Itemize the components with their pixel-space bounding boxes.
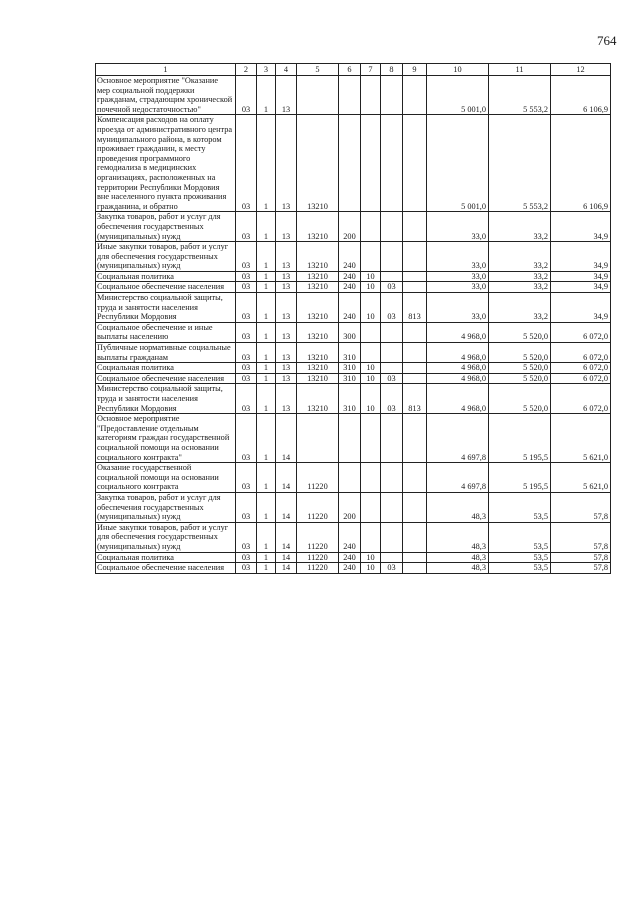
table-row bbox=[96, 343, 611, 363]
table-cell bbox=[297, 414, 339, 463]
table-cell: 1 bbox=[257, 463, 276, 493]
table-cell: 5 520,0 bbox=[489, 343, 551, 363]
table-cell: 310 bbox=[339, 343, 361, 363]
table-cell: 13 bbox=[276, 293, 297, 323]
table-cell: 1 bbox=[257, 343, 276, 363]
table-cell bbox=[361, 212, 381, 242]
table-row bbox=[96, 363, 611, 374]
table-cell: 1 bbox=[257, 522, 276, 552]
table-cell: 6 072,0 bbox=[551, 322, 611, 342]
table-cell: 4 968,0 bbox=[427, 363, 489, 374]
table-cell bbox=[297, 76, 339, 115]
table-cell: 57,8 bbox=[551, 563, 611, 574]
row-name-cell: Социальное обеспечение и иные выплаты населению bbox=[96, 322, 236, 342]
table-cell: 03 bbox=[236, 76, 257, 115]
table-cell: 03 bbox=[236, 271, 257, 282]
column-header: 8 bbox=[381, 64, 403, 76]
table-cell: 48,3 bbox=[427, 522, 489, 552]
table-cell: 1 bbox=[257, 271, 276, 282]
table-cell: 11220 bbox=[297, 522, 339, 552]
table-cell: 5 520,0 bbox=[489, 322, 551, 342]
table-cell: 03 bbox=[236, 115, 257, 212]
table-cell: 5 621,0 bbox=[551, 414, 611, 463]
table-header-row bbox=[96, 64, 611, 76]
table-cell bbox=[361, 343, 381, 363]
table-cell: 5 520,0 bbox=[489, 373, 551, 384]
table-cell bbox=[339, 115, 361, 212]
table-cell: 13 bbox=[276, 115, 297, 212]
table-cell: 1 bbox=[257, 373, 276, 384]
table-cell bbox=[381, 242, 403, 272]
table-cell: 1 bbox=[257, 242, 276, 272]
table-cell: 1 bbox=[257, 322, 276, 342]
table-cell: 5 001,0 bbox=[427, 76, 489, 115]
column-header: 11 bbox=[489, 64, 551, 76]
table-row bbox=[96, 271, 611, 282]
table-cell: 14 bbox=[276, 492, 297, 522]
table-cell bbox=[403, 343, 427, 363]
table-cell: 6 072,0 bbox=[551, 384, 611, 414]
table-cell: 240 bbox=[339, 563, 361, 574]
column-header: 12 bbox=[551, 64, 611, 76]
table-cell bbox=[381, 522, 403, 552]
table-cell: 33,0 bbox=[427, 271, 489, 282]
table-cell bbox=[381, 76, 403, 115]
table-row bbox=[96, 463, 611, 493]
table-cell: 6 106,9 bbox=[551, 76, 611, 115]
row-name-cell: Публичные нормативные социальные выплаты гражданам bbox=[96, 343, 236, 363]
table-row bbox=[96, 76, 611, 115]
table-cell: 1 bbox=[257, 384, 276, 414]
table-cell: 6 072,0 bbox=[551, 343, 611, 363]
row-name-cell: Оказание государственной социальной помощи на основании социального контракта bbox=[96, 463, 236, 493]
table-cell: 200 bbox=[339, 212, 361, 242]
table-cell bbox=[381, 271, 403, 282]
table-cell bbox=[403, 76, 427, 115]
table-cell: 03 bbox=[236, 563, 257, 574]
row-name-cell: Закупка товаров, работ и услуг для обеспечения государственных (муниципальных) нужд bbox=[96, 212, 236, 242]
table-cell bbox=[381, 343, 403, 363]
table-cell: 13210 bbox=[297, 271, 339, 282]
table-cell: 13 bbox=[276, 76, 297, 115]
table-cell: 33,2 bbox=[489, 242, 551, 272]
row-name-cell: Закупка товаров, работ и услуг для обеспечения государственных (муниципальных) нужд bbox=[96, 492, 236, 522]
table-cell: 48,3 bbox=[427, 492, 489, 522]
table-cell bbox=[403, 552, 427, 563]
row-name-cell: Социальная политика bbox=[96, 271, 236, 282]
table-cell: 34,9 bbox=[551, 242, 611, 272]
table-cell: 13210 bbox=[297, 212, 339, 242]
table-cell: 1 bbox=[257, 282, 276, 293]
table-row bbox=[96, 212, 611, 242]
table-cell bbox=[381, 552, 403, 563]
table-cell: 33,0 bbox=[427, 212, 489, 242]
table-cell bbox=[403, 282, 427, 293]
table-cell: 03 bbox=[381, 373, 403, 384]
table-cell bbox=[403, 414, 427, 463]
table-cell: 14 bbox=[276, 522, 297, 552]
table-cell: 33,0 bbox=[427, 282, 489, 293]
table-cell: 300 bbox=[339, 322, 361, 342]
table-cell: 240 bbox=[339, 271, 361, 282]
table-cell: 240 bbox=[339, 552, 361, 563]
table-cell bbox=[403, 322, 427, 342]
table-cell: 13210 bbox=[297, 343, 339, 363]
table-cell: 6 072,0 bbox=[551, 373, 611, 384]
table-cell: 13 bbox=[276, 343, 297, 363]
table-cell: 33,2 bbox=[489, 271, 551, 282]
table-row bbox=[96, 522, 611, 552]
table-cell: 14 bbox=[276, 552, 297, 563]
table-cell bbox=[403, 363, 427, 374]
row-name-cell: Компенсация расходов на оплату проезда от административного центра муниципального района, в котором проживает гражданин, к месту проведения программного гемодиализа в медицинских организациях, расположенных на территории Республики Мордовия вне населенного пункта проживания гражданина, и обратно bbox=[96, 115, 236, 212]
table-cell: 13210 bbox=[297, 242, 339, 272]
table-cell: 03 bbox=[236, 293, 257, 323]
column-header: 2 bbox=[236, 64, 257, 76]
table-cell: 13210 bbox=[297, 384, 339, 414]
table-cell bbox=[361, 522, 381, 552]
table-cell bbox=[361, 463, 381, 493]
table-cell: 4 697,8 bbox=[427, 463, 489, 493]
table-row bbox=[96, 242, 611, 272]
table-cell: 5 195,5 bbox=[489, 414, 551, 463]
table-cell: 1 bbox=[257, 563, 276, 574]
table-cell: 13 bbox=[276, 373, 297, 384]
table-row bbox=[96, 373, 611, 384]
row-name-cell: Социальное обеспечение населения bbox=[96, 373, 236, 384]
table-cell: 13 bbox=[276, 282, 297, 293]
table-cell bbox=[381, 322, 403, 342]
table-cell: 13 bbox=[276, 322, 297, 342]
table-cell: 10 bbox=[361, 563, 381, 574]
table-cell: 5 553,2 bbox=[489, 76, 551, 115]
table-cell: 14 bbox=[276, 463, 297, 493]
table-cell bbox=[381, 492, 403, 522]
table-cell: 33,2 bbox=[489, 293, 551, 323]
table-cell: 200 bbox=[339, 492, 361, 522]
table-cell bbox=[403, 463, 427, 493]
table-cell: 11220 bbox=[297, 492, 339, 522]
table-cell: 5 621,0 bbox=[551, 463, 611, 493]
column-header: 9 bbox=[403, 64, 427, 76]
table-cell: 240 bbox=[339, 522, 361, 552]
table-cell: 33,2 bbox=[489, 212, 551, 242]
table-cell: 53,5 bbox=[489, 492, 551, 522]
table-cell: 03 bbox=[236, 463, 257, 493]
budget-table bbox=[95, 63, 611, 574]
table-cell bbox=[403, 242, 427, 272]
table-cell: 57,8 bbox=[551, 522, 611, 552]
table-cell: 10 bbox=[361, 373, 381, 384]
table-cell: 6 106,9 bbox=[551, 115, 611, 212]
table-cell: 03 bbox=[236, 492, 257, 522]
table-cell: 03 bbox=[236, 212, 257, 242]
table-cell bbox=[361, 414, 381, 463]
table-cell bbox=[381, 115, 403, 212]
row-name-cell: Социальная политика bbox=[96, 363, 236, 374]
table-cell: 6 072,0 bbox=[551, 363, 611, 374]
table-cell: 53,5 bbox=[489, 552, 551, 563]
table-cell: 13 bbox=[276, 384, 297, 414]
table-cell: 240 bbox=[339, 293, 361, 323]
table-cell: 33,2 bbox=[489, 282, 551, 293]
table-cell: 03 bbox=[236, 384, 257, 414]
table-cell: 4 968,0 bbox=[427, 384, 489, 414]
table-cell: 5 520,0 bbox=[489, 384, 551, 414]
table-cell: 1 bbox=[257, 115, 276, 212]
table-cell bbox=[361, 115, 381, 212]
table-cell: 13210 bbox=[297, 282, 339, 293]
table-cell: 13210 bbox=[297, 293, 339, 323]
column-header: 3 bbox=[257, 64, 276, 76]
table-cell: 57,8 bbox=[551, 492, 611, 522]
table-cell: 5 553,2 bbox=[489, 115, 551, 212]
table-cell: 11220 bbox=[297, 552, 339, 563]
table-row bbox=[96, 115, 611, 212]
table-cell: 310 bbox=[339, 384, 361, 414]
table-cell bbox=[361, 322, 381, 342]
table-cell: 1 bbox=[257, 552, 276, 563]
table-cell: 1 bbox=[257, 492, 276, 522]
table-cell: 03 bbox=[236, 343, 257, 363]
table-cell: 03 bbox=[236, 242, 257, 272]
table-cell: 5 520,0 bbox=[489, 363, 551, 374]
table-cell: 13210 bbox=[297, 363, 339, 374]
page-number: 764 bbox=[597, 33, 617, 48]
table-cell: 48,3 bbox=[427, 552, 489, 563]
table-cell: 03 bbox=[381, 384, 403, 414]
table-row bbox=[96, 492, 611, 522]
table-cell: 03 bbox=[236, 552, 257, 563]
table-cell: 57,8 bbox=[551, 552, 611, 563]
table-cell bbox=[403, 271, 427, 282]
table-cell: 53,5 bbox=[489, 522, 551, 552]
table-cell: 10 bbox=[361, 363, 381, 374]
table-row bbox=[96, 414, 611, 463]
table-cell: 240 bbox=[339, 282, 361, 293]
table-cell: 03 bbox=[381, 282, 403, 293]
table-cell bbox=[403, 115, 427, 212]
table-cell bbox=[403, 563, 427, 574]
table-cell bbox=[381, 463, 403, 493]
table-cell: 34,9 bbox=[551, 212, 611, 242]
table-cell: 14 bbox=[276, 563, 297, 574]
table-row bbox=[96, 282, 611, 293]
table-row bbox=[96, 384, 611, 414]
column-header: 4 bbox=[276, 64, 297, 76]
table-cell: 11220 bbox=[297, 563, 339, 574]
table-cell: 1 bbox=[257, 76, 276, 115]
table-cell: 34,9 bbox=[551, 282, 611, 293]
table-cell: 240 bbox=[339, 242, 361, 272]
table-cell: 10 bbox=[361, 271, 381, 282]
table-cell: 13210 bbox=[297, 322, 339, 342]
table-cell bbox=[339, 414, 361, 463]
table-cell: 10 bbox=[361, 293, 381, 323]
row-name-cell: Социальное обеспечение населения bbox=[96, 563, 236, 574]
table-cell: 10 bbox=[361, 384, 381, 414]
column-header: 10 bbox=[427, 64, 489, 76]
table-cell: 03 bbox=[236, 373, 257, 384]
table-cell: 4 968,0 bbox=[427, 322, 489, 342]
table-cell: 813 bbox=[403, 293, 427, 323]
table-cell: 310 bbox=[339, 363, 361, 374]
row-name-cell: Иные закупки товаров, работ и услуг для обеспечения государственных (муниципальных) нужд bbox=[96, 522, 236, 552]
table-cell bbox=[361, 492, 381, 522]
table-cell: 03 bbox=[236, 363, 257, 374]
table-cell: 33,0 bbox=[427, 242, 489, 272]
table-cell: 813 bbox=[403, 384, 427, 414]
table-cell: 10 bbox=[361, 282, 381, 293]
table-cell bbox=[381, 363, 403, 374]
table-cell: 33,0 bbox=[427, 293, 489, 323]
table-cell: 03 bbox=[236, 322, 257, 342]
table-cell: 03 bbox=[236, 414, 257, 463]
table-cell: 13210 bbox=[297, 115, 339, 212]
table-cell: 1 bbox=[257, 293, 276, 323]
table-cell: 13 bbox=[276, 363, 297, 374]
table-cell: 10 bbox=[361, 552, 381, 563]
table-cell: 4 968,0 bbox=[427, 373, 489, 384]
table-cell bbox=[403, 492, 427, 522]
table-cell: 1 bbox=[257, 414, 276, 463]
column-header: 6 bbox=[339, 64, 361, 76]
table-cell bbox=[361, 76, 381, 115]
row-name-cell: Основное мероприятие "Предоставление отдельным категориям граждан государственной социальной помощи на основании социального контракта" bbox=[96, 414, 236, 463]
table-row bbox=[96, 563, 611, 574]
row-name-cell: Социальное обеспечение населения bbox=[96, 282, 236, 293]
table-cell bbox=[339, 463, 361, 493]
table-cell: 03 bbox=[381, 293, 403, 323]
column-header: 7 bbox=[361, 64, 381, 76]
column-header: 5 bbox=[297, 64, 339, 76]
table-cell: 13 bbox=[276, 242, 297, 272]
row-name-cell: Основное мероприятие "Оказание мер социальной поддержки гражданам, страдающим хронической почечной недостаточностью" bbox=[96, 76, 236, 115]
table-cell: 5 195,5 bbox=[489, 463, 551, 493]
table-cell: 14 bbox=[276, 414, 297, 463]
table-cell: 34,9 bbox=[551, 293, 611, 323]
table-cell: 1 bbox=[257, 363, 276, 374]
table-cell: 13 bbox=[276, 212, 297, 242]
table-cell bbox=[403, 522, 427, 552]
table-cell: 4 968,0 bbox=[427, 343, 489, 363]
table-cell: 11220 bbox=[297, 463, 339, 493]
table-cell: 5 001,0 bbox=[427, 115, 489, 212]
row-name-cell: Иные закупки товаров, работ и услуг для обеспечения государственных (муниципальных) нужд bbox=[96, 242, 236, 272]
table-cell bbox=[381, 414, 403, 463]
table-row bbox=[96, 552, 611, 563]
table-cell bbox=[361, 242, 381, 272]
table-cell: 13210 bbox=[297, 373, 339, 384]
table-cell: 03 bbox=[236, 522, 257, 552]
table-cell: 03 bbox=[381, 563, 403, 574]
row-name-cell: Министерство социальной защиты, труда и занятости населения Республики Мордовия bbox=[96, 384, 236, 414]
column-header: 1 bbox=[96, 64, 236, 76]
table-cell bbox=[403, 212, 427, 242]
table-cell: 34,9 bbox=[551, 271, 611, 282]
table-cell: 03 bbox=[236, 282, 257, 293]
table-cell: 310 bbox=[339, 373, 361, 384]
table-cell: 13 bbox=[276, 271, 297, 282]
table-cell: 4 697,8 bbox=[427, 414, 489, 463]
table-row bbox=[96, 293, 611, 323]
table-cell bbox=[403, 373, 427, 384]
table-cell: 1 bbox=[257, 212, 276, 242]
table-cell: 53,5 bbox=[489, 563, 551, 574]
table-cell bbox=[381, 212, 403, 242]
table-cell bbox=[339, 76, 361, 115]
table-row bbox=[96, 322, 611, 342]
table-body bbox=[96, 76, 611, 574]
row-name-cell: Социальная политика bbox=[96, 552, 236, 563]
row-name-cell: Министерство социальной защиты, труда и занятости населения Республики Мордовия bbox=[96, 293, 236, 323]
table-cell: 48,3 bbox=[427, 563, 489, 574]
